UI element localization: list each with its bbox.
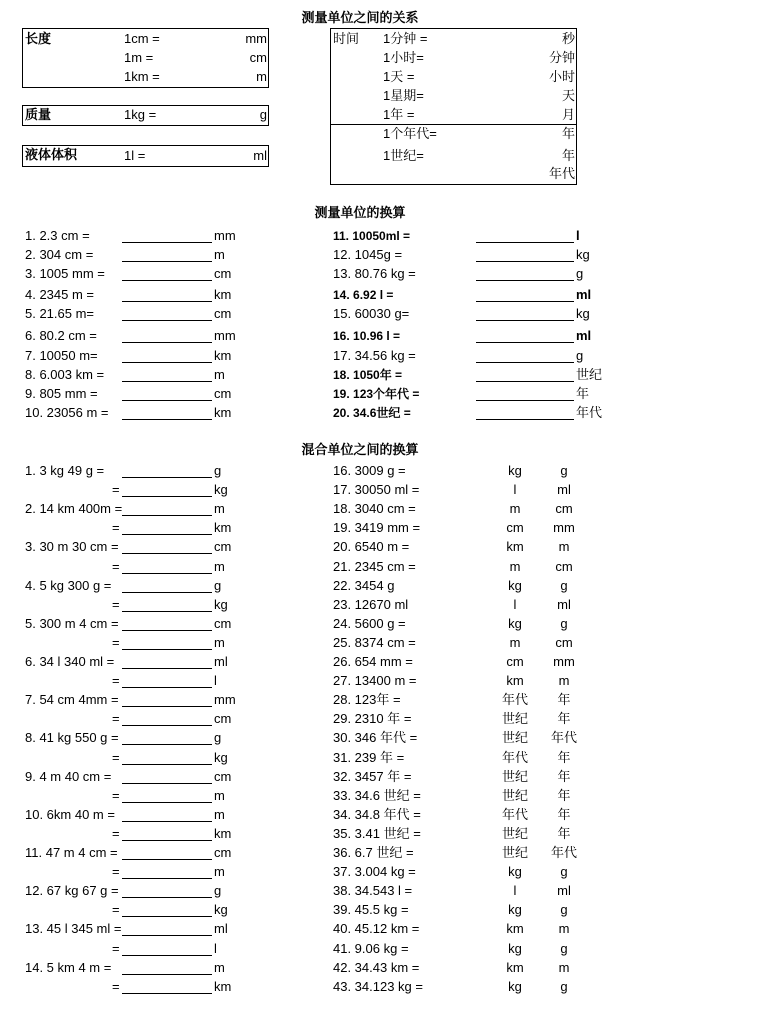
mixed-question: 4. 5 kg 300 g = — [25, 578, 112, 593]
time-row-unit: 秒 — [561, 31, 575, 46]
volume-left: 1l = — [124, 148, 146, 163]
mixed-question: 34. 34.8 年代 = — [333, 807, 421, 822]
mixed-unit: m — [214, 807, 225, 822]
mixed-unit: cm — [214, 711, 232, 726]
mixed-unit-2: g — [560, 979, 568, 994]
mixed-unit: cm — [214, 616, 232, 631]
answer-blank[interactable] — [476, 405, 574, 420]
mixed-unit: ml — [214, 921, 228, 936]
mixed-unit-1: kg — [508, 578, 522, 593]
answer-blank[interactable] — [476, 348, 574, 363]
answer-blank[interactable] — [122, 463, 212, 478]
mixed-unit-1: 世纪 — [501, 845, 528, 860]
conversion-unit: kg — [576, 306, 590, 321]
mixed-unit-2: m — [558, 960, 570, 975]
answer-blank[interactable] — [122, 367, 212, 382]
mixed-question: 19. 3419 mm = — [333, 520, 421, 535]
answer-blank[interactable] — [122, 826, 212, 841]
mixed-unit-1: 世纪 — [501, 788, 528, 803]
answer-blank[interactable] — [122, 864, 212, 879]
mixed-unit-1: km — [506, 539, 524, 554]
mixed-question: 1. 3 kg 49 g = — [25, 463, 105, 478]
mixed-unit-2: g — [560, 941, 568, 956]
mixed-unit-2: g — [560, 463, 568, 478]
mass-label: 质量 — [25, 107, 52, 122]
mixed-unit-1: l — [513, 482, 517, 497]
mixed-unit: m — [214, 635, 225, 650]
answer-blank[interactable] — [122, 711, 212, 726]
conversion-question: 12. 1045g = — [333, 247, 403, 262]
conversion-question: 4. 2345 m = — [25, 287, 95, 302]
mixed-question: 26. 654 mm = — [333, 654, 413, 669]
time-row-left: 1个年代= — [383, 126, 437, 141]
mixed-unit-1: m — [509, 501, 521, 516]
answer-blank[interactable] — [122, 692, 212, 707]
mixed-question: 11. 47 m 4 cm = — [25, 845, 118, 860]
mixed-question: 42. 34.43 km = — [333, 960, 420, 975]
mixed-unit-2: cm — [555, 501, 573, 516]
mixed-unit-1: cm — [506, 654, 524, 669]
mixed-unit-2: 年代 — [550, 845, 577, 860]
mixed-unit-1: kg — [508, 463, 522, 478]
equals-sign: = — [112, 788, 120, 803]
answer-blank[interactable] — [122, 673, 212, 688]
conversion-question: 1. 2.3 cm = — [25, 228, 90, 243]
mixed-unit: kg — [214, 902, 228, 917]
mixed-unit-1: 世纪 — [501, 711, 528, 726]
mixed-unit-2: m — [558, 539, 570, 554]
mixed-unit-2: 年 — [557, 711, 571, 726]
conversion-unit: m — [214, 247, 225, 262]
equals-sign: = — [112, 597, 120, 612]
equals-sign: = — [112, 941, 120, 956]
time-label: 时间 — [333, 31, 360, 46]
mixed-unit-2: 年代 — [550, 730, 577, 745]
answer-blank[interactable] — [122, 883, 212, 898]
mixed-unit: m — [214, 788, 225, 803]
equals-sign: = — [112, 559, 120, 574]
equals-sign: = — [112, 635, 120, 650]
mixed-unit-2: ml — [557, 883, 571, 898]
answer-blank[interactable] — [122, 559, 212, 574]
conversion-unit: l — [576, 228, 580, 243]
conversion-unit: cm — [214, 306, 232, 321]
mixed-unit-1: 年代 — [501, 750, 528, 765]
answer-blank[interactable] — [122, 386, 212, 401]
mixed-question: 31. 239 年 = — [333, 750, 405, 765]
length-row-3-unit: m — [256, 69, 267, 84]
mixed-question: 40. 45.12 km = — [333, 921, 420, 936]
mixed-question: 21. 2345 cm = — [333, 559, 416, 574]
mixed-unit-1: m — [509, 635, 521, 650]
length-row-2-left: 1m = — [124, 50, 154, 65]
time-extra-unit: 年代 — [548, 166, 575, 181]
mixed-question: 35. 3.41 世纪 = — [333, 826, 421, 841]
time-divider — [330, 124, 577, 125]
time-row-left: 1天 = — [383, 69, 415, 84]
mixed-question: 8. 41 kg 550 g = — [25, 730, 119, 745]
mass-unit: g — [259, 107, 267, 122]
mixed-question: 41. 9.06 kg = — [333, 941, 409, 956]
mixed-question: 36. 6.7 世纪 = — [333, 845, 414, 860]
conversion-unit: ml — [576, 287, 592, 302]
answer-blank[interactable] — [122, 941, 212, 956]
mixed-question: 6. 34 l 340 ml = — [25, 654, 115, 669]
time-row-unit: 月 — [561, 107, 575, 122]
answer-blank[interactable] — [122, 979, 212, 994]
mixed-unit: km — [214, 520, 232, 535]
mixed-unit: l — [214, 673, 217, 688]
answer-blank[interactable] — [122, 788, 212, 803]
answer-blank[interactable] — [122, 616, 212, 631]
mixed-unit: m — [214, 864, 225, 879]
mixed-question: 33. 34.6 世纪 = — [333, 788, 421, 803]
mixed-question: 37. 3.004 kg = — [333, 864, 416, 879]
mixed-unit: g — [214, 883, 222, 898]
mixed-unit-1: kg — [508, 902, 522, 917]
answer-blank[interactable] — [122, 306, 212, 321]
answer-blank[interactable] — [122, 539, 212, 554]
answer-blank[interactable] — [122, 328, 212, 343]
mixed-unit-2: 年 — [557, 826, 571, 841]
answer-blank[interactable] — [122, 405, 212, 420]
mixed-question: 29. 2310 年 = — [333, 711, 412, 726]
mixed-unit: km — [214, 979, 232, 994]
mixed-unit-1: km — [506, 960, 524, 975]
conversion-question: 20. 34.6世纪 = — [333, 406, 411, 420]
title-unit-conversion: 测量单位的换算 — [314, 205, 406, 220]
mixed-question: 2. 14 km 400m = — [25, 501, 123, 516]
mixed-unit: kg — [214, 482, 228, 497]
conversion-unit: km — [214, 348, 232, 363]
mixed-question: 13. 45 l 345 ml = — [25, 921, 122, 936]
conversion-question: 19. 123个年代 = — [333, 387, 420, 401]
mixed-unit-1: 世纪 — [501, 769, 528, 784]
mixed-unit-1: 世纪 — [501, 730, 528, 745]
answer-blank[interactable] — [122, 597, 212, 612]
mixed-unit-2: 年 — [557, 692, 571, 707]
conversion-question: 8. 6.003 km = — [25, 367, 105, 382]
volume-label: 液体体积 — [25, 147, 78, 162]
length-row-2-unit: cm — [249, 50, 267, 65]
mixed-unit-2: 年 — [557, 788, 571, 803]
conversion-question: 14. 6.92 l = — [333, 288, 394, 302]
answer-blank[interactable] — [476, 247, 574, 262]
conversion-unit: 年 — [576, 386, 590, 401]
mixed-question: 24. 5600 g = — [333, 616, 406, 631]
length-label: 长度 — [25, 31, 52, 46]
equals-sign: = — [112, 520, 120, 535]
mixed-question: 7. 54 cm 4mm = — [25, 692, 119, 707]
answer-blank[interactable] — [122, 578, 212, 593]
equals-sign: = — [112, 864, 120, 879]
mixed-question: 27. 13400 m = — [333, 673, 417, 688]
mixed-unit-2: 年 — [557, 750, 571, 765]
title-unit-relations: 测量单位之间的关系 — [301, 10, 419, 25]
conversion-question: 5. 21.65 m= — [25, 306, 95, 321]
time-row-unit: 年 — [561, 148, 575, 163]
equals-sign: = — [112, 673, 120, 688]
mixed-unit-2: mm — [553, 520, 575, 535]
mixed-unit-2: g — [560, 864, 568, 879]
mixed-unit-1: l — [513, 883, 517, 898]
time-row-left: 1小时= — [383, 50, 424, 65]
mixed-unit: g — [214, 730, 222, 745]
mixed-unit-1: cm — [506, 520, 524, 535]
mixed-unit-1: 世纪 — [501, 826, 528, 841]
mixed-question: 18. 3040 cm = — [333, 501, 416, 516]
mixed-unit-2: mm — [553, 654, 575, 669]
conversion-unit: g — [576, 266, 584, 281]
volume-unit: ml — [253, 148, 267, 163]
answer-blank[interactable] — [476, 266, 574, 281]
conversion-question: 10. 23056 m = — [25, 405, 109, 420]
mixed-unit-1: 年代 — [501, 692, 528, 707]
mass-left: 1kg = — [124, 107, 157, 122]
mixed-unit: m — [214, 559, 225, 574]
mixed-unit: kg — [214, 597, 228, 612]
conversion-unit: mm — [214, 328, 236, 343]
conversion-question: 6. 80.2 cm = — [25, 328, 97, 343]
mixed-unit: m — [214, 501, 225, 516]
equals-sign: = — [112, 979, 120, 994]
mixed-unit-1: km — [506, 673, 524, 688]
mixed-question: 3. 30 m 30 cm = — [25, 539, 119, 554]
conversion-question: 18. 1050年 = — [333, 368, 403, 382]
equals-sign: = — [112, 482, 120, 497]
mixed-unit-1: m — [509, 559, 521, 574]
time-row-left: 1分钟 = — [383, 31, 428, 46]
conversion-question: 15. 60030 g= — [333, 306, 410, 321]
mixed-question: 28. 123年 = — [333, 692, 401, 707]
answer-blank[interactable] — [122, 750, 212, 765]
answer-blank[interactable] — [122, 501, 212, 516]
mixed-unit: kg — [214, 750, 228, 765]
conversion-unit: cm — [214, 266, 232, 281]
conversion-question: 9. 805 mm = — [25, 386, 98, 401]
mixed-unit-2: m — [558, 921, 570, 936]
mixed-question: 22. 3454 g — [333, 578, 395, 593]
conversion-unit: cm — [214, 386, 232, 401]
length-row-1-left: 1cm = — [124, 31, 160, 46]
mixed-unit-2: ml — [557, 482, 571, 497]
mixed-unit: m — [214, 960, 225, 975]
answer-blank[interactable] — [122, 247, 212, 262]
answer-blank[interactable] — [122, 654, 212, 669]
answer-blank[interactable] — [122, 635, 212, 650]
time-row-left: 1年 = — [383, 107, 415, 122]
answer-blank[interactable] — [122, 921, 212, 936]
mixed-question: 30. 346 年代 = — [333, 730, 418, 745]
equals-sign: = — [112, 711, 120, 726]
mixed-unit: cm — [214, 769, 232, 784]
mixed-unit: cm — [214, 539, 232, 554]
answer-blank[interactable] — [122, 807, 212, 822]
mixed-unit-2: g — [560, 616, 568, 631]
conversion-unit: mm — [214, 228, 236, 243]
mixed-unit-2: 年 — [557, 769, 571, 784]
mixed-question: 25. 8374 cm = — [333, 635, 416, 650]
mixed-unit-1: kg — [508, 864, 522, 879]
mixed-unit-2: g — [560, 902, 568, 917]
answer-blank[interactable] — [476, 367, 574, 382]
mixed-unit-1: kg — [508, 616, 522, 631]
mixed-question: 39. 45.5 kg = — [333, 902, 409, 917]
mixed-question: 20. 6540 m = — [333, 539, 410, 554]
mixed-question: 32. 3457 年 = — [333, 769, 412, 784]
mixed-unit: mm — [214, 692, 236, 707]
answer-blank[interactable] — [476, 386, 574, 401]
answer-blank[interactable] — [122, 902, 212, 917]
conversion-unit: m — [214, 367, 225, 382]
answer-blank[interactable] — [122, 845, 212, 860]
mixed-question: 23. 12670 ml — [333, 597, 409, 612]
mixed-unit-2: cm — [555, 559, 573, 574]
answer-blank[interactable] — [476, 328, 574, 343]
mixed-question: 12. 67 kg 67 g = — [25, 883, 119, 898]
answer-blank[interactable] — [476, 306, 574, 321]
mixed-question: 14. 5 km 4 m = — [25, 960, 112, 975]
conversion-unit: km — [214, 405, 232, 420]
answer-blank[interactable] — [476, 228, 574, 243]
conversion-unit: ml — [576, 328, 592, 343]
mixed-unit-1: km — [506, 921, 524, 936]
mixed-unit: g — [214, 578, 222, 593]
mixed-question: 17. 30050 ml = — [333, 482, 420, 497]
conversion-question: 3. 1005 mm = — [25, 266, 105, 281]
conversion-question: 17. 34.56 kg = — [333, 348, 416, 363]
time-row-unit: 天 — [561, 88, 575, 103]
length-row-1-unit: mm — [245, 31, 267, 46]
conversion-question: 7. 10050 m= — [25, 348, 98, 363]
conversion-question: 13. 80.76 kg = — [333, 266, 416, 281]
conversion-unit: 世纪 — [576, 367, 603, 382]
equals-sign: = — [112, 750, 120, 765]
equals-sign: = — [112, 826, 120, 841]
mixed-unit: ml — [214, 654, 228, 669]
conversion-unit: km — [214, 287, 232, 302]
answer-blank[interactable] — [122, 960, 212, 975]
mixed-unit-2: ml — [557, 597, 571, 612]
time-row-left: 1世纪= — [383, 148, 424, 163]
answer-blank[interactable] — [476, 287, 574, 302]
mixed-question: 43. 34.123 kg = — [333, 979, 423, 994]
mixed-question: 38. 34.543 l = — [333, 883, 413, 898]
mixed-unit-1: kg — [508, 979, 522, 994]
mixed-unit-2: g — [560, 578, 568, 593]
mixed-unit: g — [214, 463, 222, 478]
mixed-unit-1: kg — [508, 941, 522, 956]
mixed-unit-2: m — [558, 673, 570, 688]
answer-blank[interactable] — [122, 266, 212, 281]
conversion-question: 16. 10.96 l = — [333, 329, 401, 343]
mixed-question: 5. 300 m 4 cm = — [25, 616, 119, 631]
mixed-unit-1: 年代 — [501, 807, 528, 822]
mixed-unit: km — [214, 826, 232, 841]
conversion-unit: 年代 — [576, 405, 603, 420]
conversion-unit: g — [576, 348, 584, 363]
mixed-unit-2: cm — [555, 635, 573, 650]
mixed-unit: l — [214, 941, 217, 956]
mixed-question: 16. 3009 g = — [333, 463, 406, 478]
answer-blank[interactable] — [122, 287, 212, 302]
conversion-unit: kg — [576, 247, 590, 262]
length-row-3-left: 1km = — [124, 69, 160, 84]
answer-blank[interactable] — [122, 228, 212, 243]
mixed-question: 10. 6km 40 m = — [25, 807, 115, 822]
answer-blank[interactable] — [122, 769, 212, 784]
mixed-question: 9. 4 m 40 cm = — [25, 769, 112, 784]
answer-blank[interactable] — [122, 482, 212, 497]
time-row-left: 1星期= — [383, 88, 424, 103]
time-row-unit: 分钟 — [548, 50, 575, 65]
answer-blank[interactable] — [122, 730, 212, 745]
mixed-unit-2: 年 — [557, 807, 571, 822]
mixed-unit-1: l — [513, 597, 517, 612]
time-row-unit: 小时 — [548, 69, 575, 84]
conversion-question: 2. 304 cm = — [25, 247, 94, 262]
answer-blank[interactable] — [122, 520, 212, 535]
title-mixed-conversion: 混合单位之间的换算 — [301, 442, 419, 457]
answer-blank[interactable] — [122, 348, 212, 363]
conversion-question: 11. 10050ml = — [333, 229, 411, 243]
time-row-unit: 年 — [561, 126, 575, 141]
equals-sign: = — [112, 902, 120, 917]
mixed-unit: cm — [214, 845, 232, 860]
